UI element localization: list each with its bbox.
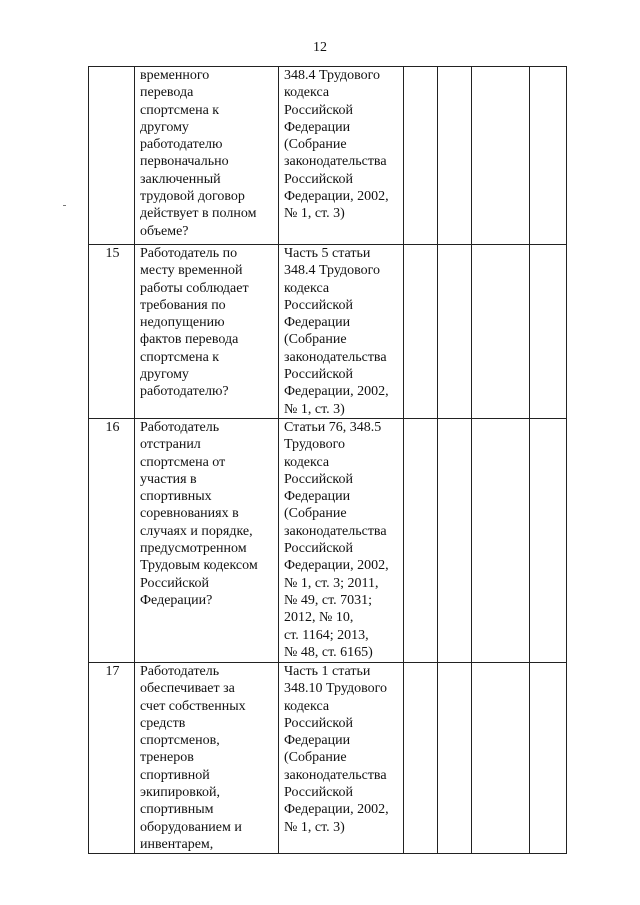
answer-yes-cell [404, 662, 438, 853]
table-row [89, 245, 567, 419]
table-row [89, 418, 567, 662]
question-line: Трудовым кодексом [140, 558, 258, 574]
question-line: оборудованием и [140, 819, 242, 835]
question-line: отстранил [140, 437, 201, 453]
reference-line: Российской [284, 785, 353, 801]
reference-line: № 1, ст. 3) [284, 401, 345, 417]
reference-line: (Собрание [284, 506, 347, 522]
reference-line: Российской [284, 471, 353, 487]
question-cell [135, 418, 279, 662]
reference-line: Федерации, 2002, [284, 558, 389, 574]
question-line: случаях и порядке, [140, 523, 253, 539]
reference-line: № 49, ст. 7031; [284, 592, 373, 608]
question-line: месту временной [140, 263, 243, 279]
question-line: спортивной [140, 767, 210, 783]
reference-line: Российской [284, 541, 353, 557]
question-line: спортивным [140, 802, 214, 818]
answer-no-cell [438, 245, 472, 419]
row-number-cell: 17 [89, 662, 135, 853]
question-line: счет собственных [140, 698, 246, 714]
question-line: Российской [140, 575, 209, 591]
reference-line: Российской [284, 102, 353, 118]
table-body [89, 67, 567, 854]
reference-line: законодательства [284, 767, 387, 783]
reference-line: Часть 5 статьи [284, 246, 371, 261]
note-cell [530, 67, 567, 245]
reference-line: № 48, ст. 6165) [284, 644, 373, 660]
question-line: работодателю [140, 137, 223, 153]
reference-line: № 1, ст. 3) [284, 206, 345, 222]
question-line: спортсмена от [140, 454, 226, 470]
question-line: средств [140, 715, 186, 731]
reference-line: Российской [284, 367, 353, 383]
reference-line: кодекса [284, 280, 330, 296]
reference-line: Федерации, 2002, [284, 384, 389, 400]
not-applicable-cell [472, 662, 530, 853]
note-cell [530, 662, 567, 853]
reference-line: (Собрание [284, 750, 347, 766]
reference-line: кодекса [284, 85, 330, 101]
reference-cell [279, 662, 404, 853]
question-line: перевода [140, 85, 194, 101]
answer-no-cell [438, 418, 472, 662]
reference-line: ст. 1164; 2013, [284, 627, 369, 643]
reference-line: Федерации, 2002, [284, 802, 389, 818]
question-line: спортивных [140, 489, 212, 505]
question-line: соревнованиях в [140, 506, 239, 522]
reference-line: (Собрание [284, 137, 347, 153]
reference-line: Статьи 76, 348.5 [284, 419, 382, 435]
reference-cell [279, 245, 404, 419]
question-line: Федерации? [140, 592, 213, 608]
question-line: другому [140, 367, 189, 383]
reference-line: законодательства [284, 154, 387, 170]
question-line: работы соблюдает [140, 280, 249, 296]
reference-line: законодательства [284, 523, 387, 539]
reference-line: Федерации [284, 733, 351, 749]
reference-line: № 1, ст. 3; 2011, [284, 575, 379, 591]
reference-line: Федерации [284, 315, 351, 331]
question-line: спортсменов, [140, 733, 220, 749]
question-cell [135, 245, 279, 419]
reference-line: Федерации [284, 119, 351, 135]
question-line: временного [140, 68, 210, 83]
reference-line: Российской [284, 297, 353, 313]
reference-line: 348.4 Трудового [284, 263, 380, 279]
question-line: первоначально [140, 154, 229, 170]
question-line: действует в полном [140, 206, 257, 222]
question-cell [135, 662, 279, 853]
question-line: участия в [140, 471, 197, 487]
question-line: тренеров [140, 750, 194, 766]
question-line: фактов перевода [140, 332, 239, 348]
not-applicable-cell [472, 245, 530, 419]
reference-cell [279, 67, 404, 245]
question-cell [135, 67, 279, 245]
question-line: инвентарем, [140, 836, 214, 852]
margin-mark [63, 205, 66, 206]
reference-line: Федерации, 2002, [284, 189, 389, 205]
question-line: Работодатель [140, 663, 220, 679]
reference-line: (Собрание [284, 332, 347, 348]
reference-cell [279, 418, 404, 662]
note-cell [530, 245, 567, 419]
not-applicable-cell [472, 67, 530, 245]
answer-no-cell [438, 67, 472, 245]
table-row [89, 662, 567, 853]
note-cell [530, 418, 567, 662]
reference-line: Российской [284, 171, 353, 187]
question-line: обеспечивает за [140, 681, 235, 697]
question-line: Работодатель [140, 419, 220, 435]
not-applicable-cell [472, 418, 530, 662]
answer-no-cell [438, 662, 472, 853]
table-row [89, 67, 567, 245]
question-line: другому [140, 119, 189, 135]
row-number-cell: 15 [89, 245, 135, 419]
reference-line: Трудового [284, 437, 345, 453]
question-line: заключенный [140, 171, 221, 187]
reference-line: Часть 1 статьи [284, 663, 371, 679]
reference-line: № 1, ст. 3) [284, 819, 345, 835]
row-number-cell: 16 [89, 418, 135, 662]
answer-yes-cell [404, 418, 438, 662]
question-line: работодателю? [140, 384, 229, 400]
reference-line: кодекса [284, 454, 330, 470]
question-line: объеме? [140, 223, 189, 239]
question-line: требования по [140, 297, 226, 313]
question-line: спортсмена к [140, 102, 220, 118]
reference-line: 348.4 Трудового [284, 68, 380, 83]
reference-line: законодательства [284, 349, 387, 365]
reference-line: кодекса [284, 698, 330, 714]
question-line: предусмотренном [140, 541, 247, 557]
row-number-cell [89, 67, 135, 245]
reference-line: 2012, № 10, [284, 610, 354, 626]
reference-line: 348.10 Трудового [284, 681, 387, 697]
answer-yes-cell [404, 245, 438, 419]
question-line: недопущению [140, 315, 225, 331]
reference-line: Российской [284, 715, 353, 731]
question-line: экипировкой, [140, 785, 220, 801]
reference-line: Федерации [284, 489, 351, 505]
question-line: трудовой договор [140, 189, 245, 205]
checklist-table [88, 66, 567, 854]
page-number: 12 [313, 40, 327, 55]
question-line: спортсмена к [140, 349, 220, 365]
question-line: Работодатель по [140, 246, 238, 261]
answer-yes-cell [404, 67, 438, 245]
